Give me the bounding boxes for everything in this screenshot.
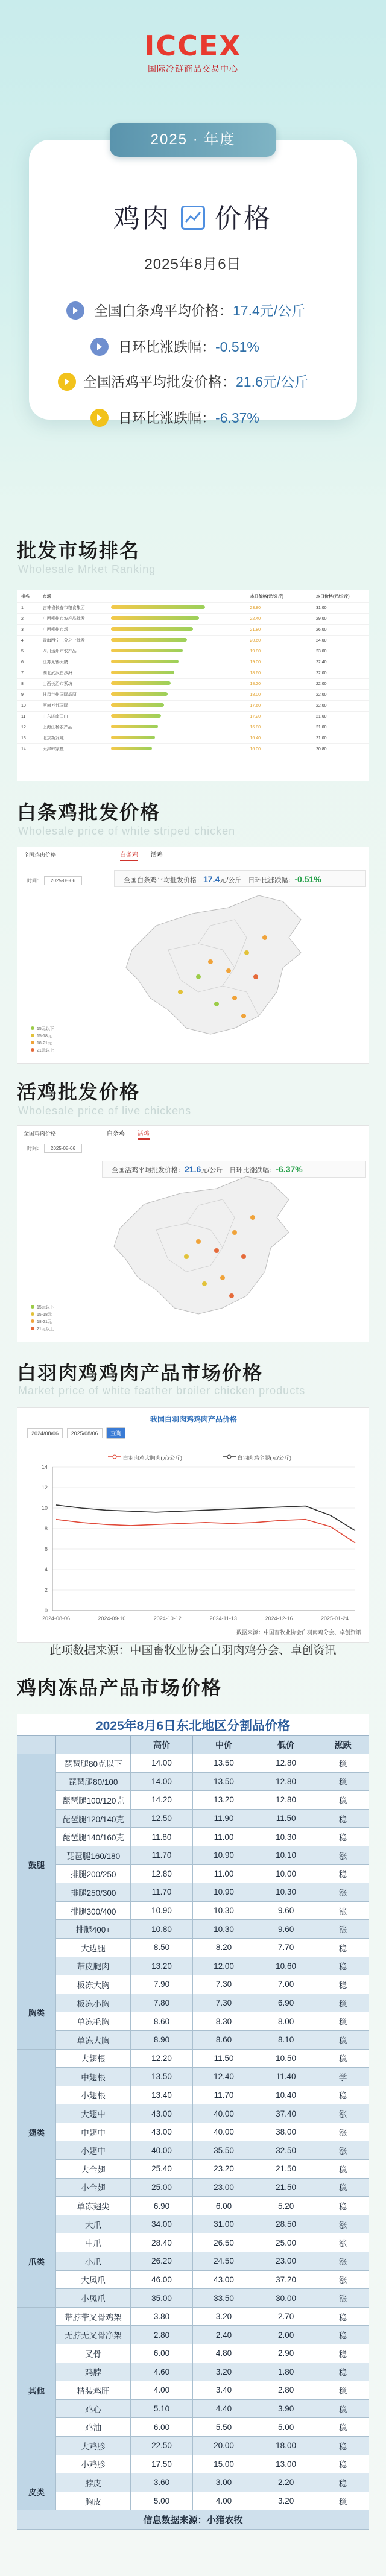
report-date: 2025年8月6日 xyxy=(144,256,242,273)
table-row: 精装鸡肝 4.00 3.40 2.80 稳 xyxy=(17,2381,369,2400)
price-bar xyxy=(111,605,205,609)
price-bar xyxy=(111,714,161,718)
legend-series-2[interactable]: 白羽肉鸡全腿(元/公斤) xyxy=(223,1454,291,1462)
x-tick-label: 2024-08-06 xyxy=(42,1615,71,1621)
table-row: 鼓腿 琵琶腿80克以下 14.00 13.50 12.80 稳 xyxy=(17,1754,369,1773)
table-row: 琵琶腿80/100 14.00 13.50 12.80 稳 xyxy=(17,1772,369,1791)
table-row: 叉骨 6.00 4.80 2.90 稳 xyxy=(17,2344,369,2363)
play-bullet-icon xyxy=(90,338,109,356)
live-section-title: 活鸡批发价格 xyxy=(17,1081,141,1103)
table-row: 单冻大胸 8.90 8.60 8.10 稳 xyxy=(17,2030,369,2049)
table-row: 排腿300/400 10.90 10.30 9.60 涨 xyxy=(17,1901,369,1920)
legend-line-red-icon xyxy=(108,1454,121,1460)
price-bar xyxy=(111,703,164,707)
play-bullet-icon xyxy=(66,301,84,320)
live-chicken-change-line: 日环比涨跌幅：-6.37% xyxy=(90,405,259,431)
ranking-row[interactable]: 7 湖北武汉白沙洲 18.60 22.00 xyxy=(17,668,369,678)
ranking-row[interactable]: 6 江苏无锡天鹏 19.00 22.40 xyxy=(17,657,369,668)
table-footer-row xyxy=(17,2510,369,2530)
ranking-row[interactable]: 11 山东济南匡山 17.20 21.60 xyxy=(17,711,369,722)
table-row: 小鸡胗 17.50 15.00 13.00 稳 xyxy=(17,2455,369,2473)
tab-live-chicken[interactable]: 活鸡 xyxy=(138,1131,150,1140)
ranking-row[interactable]: 13 北京新发地 16.40 21.00 xyxy=(17,733,369,743)
table-caption: 2025年8月6日东北地区分割品价格 xyxy=(17,1714,369,1736)
table-row: 大鸡胗 22.50 20.00 18.00 稳 xyxy=(17,2436,369,2455)
table-row: 鸡心 5.10 4.40 3.90 稳 xyxy=(17,2399,369,2418)
ranking-row[interactable]: 5 四川达州市农产品 19.80 23.00 xyxy=(17,646,369,657)
live-chicken-price-line: 全国活鸡平均批发价格：21.6元/公斤 xyxy=(58,369,308,394)
x-tick-label: 2024-12-16 xyxy=(265,1615,293,1621)
panel-heading: 全国鸡肉价格 xyxy=(24,1131,57,1137)
source-note: 此项数据来源：中国畜牧业协会白羽肉鸡分会、卓创资讯 xyxy=(49,1644,337,1657)
y-tick-label: 8 xyxy=(44,1526,48,1532)
table-row: 小翅根 13.40 11.70 10.40 稳 xyxy=(17,2086,369,2104)
x-tick-label: 2024-10-12 xyxy=(153,1615,182,1621)
logo-mark: ICCEX xyxy=(144,30,242,62)
year-badge: 2025 · 年度 xyxy=(110,123,276,157)
ranking-row[interactable]: 2 广西柳州市农产品批发 22.40 29.00 xyxy=(17,613,369,624)
x-tick-label: 2025-01-24 xyxy=(320,1615,349,1621)
rank-section-subtitle: Wholesale Mrket Ranking xyxy=(18,563,156,575)
ranking-row[interactable]: 12 上海江杨农产品 16.80 21.00 xyxy=(17,722,369,733)
table-row: 中翅中 43.00 40.00 38.00 涨 xyxy=(17,2123,369,2141)
logo-subtitle: 国际冷链商品交易中心 xyxy=(148,64,238,74)
legend-series-1[interactable]: 白羽肉鸡大胸肉(元/公斤) xyxy=(108,1454,182,1462)
table-row: 无脖无叉骨净架 2.80 2.40 2.00 稳 xyxy=(17,2326,369,2344)
table-row: 小爪 26.20 24.50 23.00 涨 xyxy=(17,2252,369,2271)
table-row: 鸡油 6.00 5.50 5.00 稳 xyxy=(17,2418,369,2437)
x-tick-label: 2024-09-10 xyxy=(98,1615,126,1621)
y-tick-label: 6 xyxy=(44,1546,48,1552)
y-tick-label: 12 xyxy=(41,1485,48,1491)
tab-white-chicken[interactable]: 白条鸡 xyxy=(107,1131,125,1137)
category-cell: 爪类 xyxy=(17,2215,56,2307)
play-bullet-icon xyxy=(90,409,109,427)
table-row: 小全翅 25.00 23.00 21.50 稳 xyxy=(17,2178,369,2197)
ranking-header-row: 排名 市场 本日价格(元/公斤) 本日价格(元/公斤) xyxy=(21,594,350,599)
table-row: 大边腿 8.50 8.20 7.70 稳 xyxy=(17,1938,369,1957)
price-bar xyxy=(111,627,193,631)
tab-live-chicken[interactable]: 活鸡 xyxy=(150,852,163,859)
ranking-row[interactable]: 4 青海西宁三分之一批发 20.60 24.00 xyxy=(17,635,369,646)
price-bar xyxy=(111,671,174,674)
table-row: 小凤爪 35.00 33.50 30.00 涨 xyxy=(17,2289,369,2308)
frozen-section-title: 鸡肉冻品产品市场价格 xyxy=(17,1677,223,1699)
summary-card xyxy=(29,140,357,426)
price-bar xyxy=(111,692,168,696)
table-row: 大翅中 43.00 40.00 37.40 涨 xyxy=(17,2104,369,2123)
table-row: 中翅根 13.50 12.40 11.40 学 xyxy=(17,2068,369,2086)
white-section-subtitle: Wholesale price of white striped chicken xyxy=(18,825,236,837)
hero-title: 鸡肉 价格 xyxy=(113,204,273,233)
price-bar xyxy=(111,649,183,652)
white-chicken-price-line: 全国白条鸡平均价格：17.4元/公斤 xyxy=(66,298,305,323)
table-row: 胸类 板冻大胸 7.90 7.30 7.00 稳 xyxy=(17,1975,369,1994)
category-cell: 皮类 xyxy=(17,2473,56,2510)
category-cell: 翅类 xyxy=(17,2049,56,2215)
table-row: 琵琶腿160/180 11.70 10.90 10.10 涨 xyxy=(17,1846,369,1864)
table-caption-row xyxy=(17,1714,369,1736)
series-line-2 xyxy=(56,1505,355,1531)
broiler-line-chart xyxy=(17,1463,370,1644)
table-row: 排腿250/300 11.70 10.90 10.30 涨 xyxy=(17,1883,369,1902)
play-bullet-icon xyxy=(58,373,76,391)
market-ranking-table xyxy=(17,590,369,781)
trend-chart-icon xyxy=(181,206,205,230)
query-button[interactable]: 查询 xyxy=(106,1427,125,1439)
ranking-row[interactable]: 14 天津韩家墅 16.00 20.80 xyxy=(17,743,369,754)
ranking-row[interactable]: 3 广西柳州市场 21.80 26.00 xyxy=(17,624,369,635)
ranking-row[interactable]: 10 河南万邦国际 17.60 22.00 xyxy=(17,700,369,711)
map-legend: 15元以下 15-18元 18-21元 21元以上 xyxy=(31,1026,54,1055)
chart-title: 我国白羽肉鸡鸡肉产品价格 xyxy=(150,1415,237,1424)
date-range-selector xyxy=(27,1427,128,1439)
table-row: 单冻毛胸 8.60 8.30 8.00 稳 xyxy=(17,2012,369,2031)
white-chicken-change-line: 日环比涨跌幅：-0.51% xyxy=(90,334,259,359)
live-avg-stat: 全国活鸡平均批发价格：21.6元/公斤 日环比涨跌幅：-6.37% xyxy=(112,1164,303,1174)
table-row: 翅类 大翅根 12.20 11.50 10.50 稳 xyxy=(17,2049,369,2068)
broiler-section-title: 白羽肉鸡鸡肉产品市场价格 xyxy=(17,1362,264,1384)
frozen-price-table xyxy=(17,1714,369,2530)
tab-white-chicken[interactable]: 白条鸡 xyxy=(120,852,138,861)
date-picker[interactable]: 时间： 2025-08-06 xyxy=(27,1144,82,1153)
series-line-1 xyxy=(56,1520,355,1543)
y-tick-label: 0 xyxy=(44,1608,48,1614)
white-section-title: 白条鸡批发价格 xyxy=(17,801,161,823)
table-row: 胸皮 5.00 4.00 3.20 稳 xyxy=(17,2492,369,2510)
ranking-row[interactable]: 9 甘肃兰州国际高原 18.00 22.00 xyxy=(17,689,369,700)
y-tick-label: 14 xyxy=(41,1464,48,1470)
price-bar xyxy=(111,681,171,685)
broiler-price-chart-card xyxy=(17,1407,369,1643)
date-from-input[interactable]: 2024/08/06 xyxy=(27,1428,63,1438)
china-price-map xyxy=(17,1126,370,1343)
price-bar xyxy=(111,616,199,620)
price-bar xyxy=(111,747,152,750)
table-footer: 信息数据来源：小猪农牧 xyxy=(17,2510,369,2530)
broiler-section-subtitle: Market price of white feather broiler chicken products xyxy=(18,1384,306,1397)
y-tick-label: 2 xyxy=(44,1587,48,1593)
table-row: 小翅中 40.00 35.50 32.50 涨 xyxy=(17,2141,369,2160)
legend-line-black-icon xyxy=(223,1454,236,1460)
white-avg-stat: 全国白条鸡平均批发价格：17.4元/公斤 日环比涨跌幅：-0.51% xyxy=(124,874,321,884)
price-bar xyxy=(111,725,158,728)
table-row: 鸡脖 4.60 3.20 1.80 稳 xyxy=(17,2363,369,2381)
date-to-input[interactable]: 2025/08/06 xyxy=(67,1428,103,1438)
table-row: 板冻小胸 7.80 7.30 6.90 稳 xyxy=(17,1994,369,2012)
category-cell: 其他 xyxy=(17,2307,56,2473)
table-row: 其他 带脖带叉骨鸡架 3.80 3.20 2.70 稳 xyxy=(17,2307,369,2326)
table-row: 大全翅 25.40 23.20 21.50 稳 xyxy=(17,2160,369,2179)
table-row: 带皮腿肉 13.20 12.00 10.60 稳 xyxy=(17,1957,369,1975)
table-row: 中爪 28.40 26.50 25.00 涨 xyxy=(17,2233,369,2252)
table-row: 排腿200/250 12.80 11.00 10.00 稳 xyxy=(17,1864,369,1883)
y-tick-label: 4 xyxy=(44,1567,48,1573)
ranking-row[interactable]: 8 山西长治市紫坊 18.20 22.00 xyxy=(17,678,369,689)
table-row: 琵琶腿120/140克 12.50 11.90 11.50 稳 xyxy=(17,1809,369,1828)
price-bar xyxy=(111,736,155,739)
table-row: 皮类 脖皮 3.60 3.00 2.20 稳 xyxy=(17,2473,369,2492)
table-row: 单冻翅尖 6.90 6.00 5.20 稳 xyxy=(17,2197,369,2215)
x-tick-label: 2024-11-13 xyxy=(209,1615,237,1621)
table-row: 大凤爪 46.00 43.00 37.20 涨 xyxy=(17,2270,369,2289)
live-chicken-map-panel xyxy=(17,1125,369,1342)
white-chicken-map-panel xyxy=(17,847,369,1064)
table-row: 琵琶腿100/120克 14.20 13.20 12.80 稳 xyxy=(17,1791,369,1810)
table-row: 爪类 大爪 34.00 31.00 28.50 涨 xyxy=(17,2215,369,2233)
table-row: 排腿400+ 10.80 10.30 9.60 涨 xyxy=(17,1920,369,1939)
live-section-subtitle: Wholesale price of live chickens xyxy=(18,1105,192,1117)
ranking-row[interactable]: 1 吉林省长春市粮食集团 23.80 31.00 xyxy=(17,602,369,613)
rank-section-title: 批发市场排名 xyxy=(17,540,141,561)
y-tick-label: 10 xyxy=(41,1505,48,1511)
panel-heading: 全国鸡肉价格 xyxy=(24,852,57,858)
date-picker[interactable]: 时间： 2025-08-06 xyxy=(27,876,82,885)
category-cell: 胸类 xyxy=(17,1975,56,2049)
chart-source: 数据来源：中国畜牧业协会白羽肉鸡分会、卓创资讯 xyxy=(236,1629,361,1635)
price-bar xyxy=(111,638,187,642)
china-price-map xyxy=(17,847,370,1064)
table-row: 琵琶腿140/160克 11.80 11.00 10.30 稳 xyxy=(17,1828,369,1846)
logo xyxy=(0,31,386,75)
price-bar xyxy=(111,660,179,663)
category-cell: 鼓腿 xyxy=(17,1754,56,1975)
table-header-row: 高价 中价 低价 涨跌 xyxy=(17,1736,369,1754)
map-legend: 15元以下 15-18元 18-21元 21元以上 xyxy=(31,1304,54,1333)
